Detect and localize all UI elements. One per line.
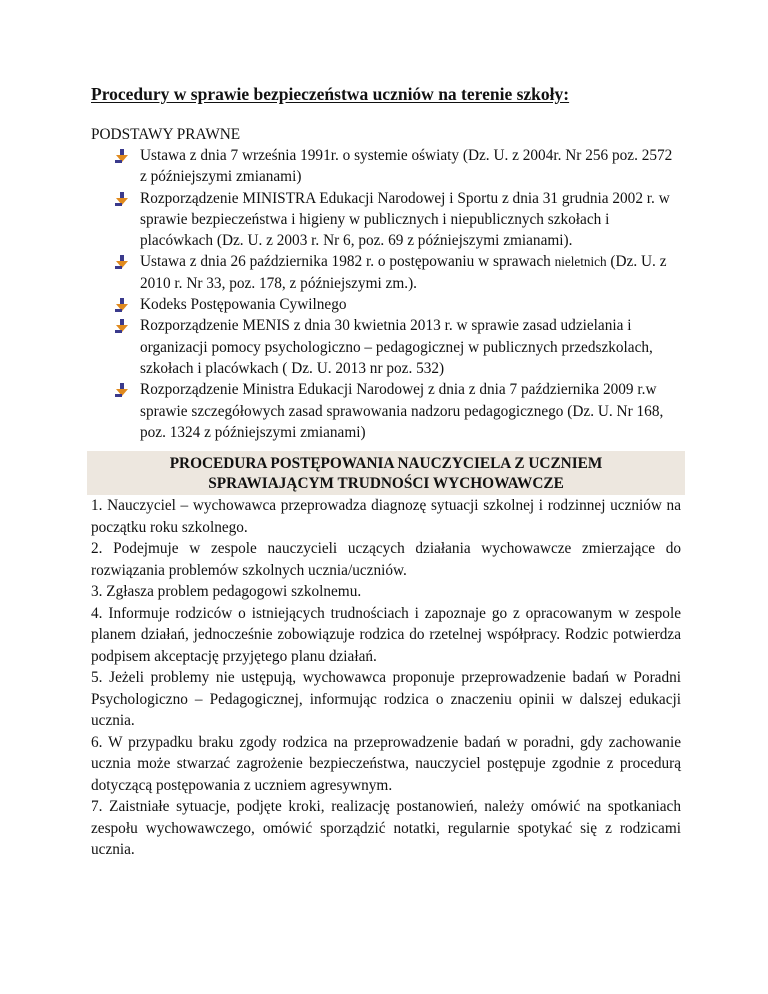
procedure-step: 2. Podejmuje w zespole nauczycieli uczących działania wychowawcze zmierzające do rozwiązania problemów szkolnych ucznia/uczniów. bbox=[91, 540, 681, 579]
document-title: Procedury w sprawie bezpieczeństwa uczniów na terenie szkoły: bbox=[91, 84, 570, 104]
procedure-step: 6. W przypadku braku zgody rodzica na przeprowadzenie badań w poradni, gdy zachowanie ucznia może stwarzać zagrożenie bezpieczeństwa, nauczyciel postępuje zgodnie z procedurą dotyczącą postępowania z uczniem agresywnym. bbox=[91, 733, 681, 794]
legal-item-text-before: Ustawa z dnia 26 października 1982 r. o postępowaniu w sprawach bbox=[140, 253, 555, 271]
list-item bbox=[91, 251, 681, 294]
procedure-step: 1. Nauczyciel – wychowawca przeprowadza diagnozę sytuacji szkolnej i rodzinnej uczniów na początku roku szkolnego. bbox=[91, 497, 681, 536]
legal-item-text: Kodeks Postępowania Cywilnego bbox=[140, 296, 347, 314]
procedure-heading-line1: PROCEDURA POSTĘPOWANIA NAUCZYCIELA Z UCZNIEM bbox=[169, 455, 603, 473]
legal-item-text-small: nieletnich bbox=[554, 254, 607, 270]
arrow-bullet-icon bbox=[115, 319, 130, 333]
legal-basis-heading: PODSTAWY PRAWNE bbox=[91, 126, 241, 143]
legal-item-text: Rozporządzenie MENIS z dnia 30 kwietnia 2013 r. w sprawie zasad udzielania i organizacji pomocy psychologiczno – pedagogicznej w publicznych przedszkolach, szkołach i placówkach ( Dz. U. 2013 nr poz. 532) bbox=[140, 317, 653, 377]
legal-item-text: Rozporządzenie Ministra Edukacji Narodowej z dnia z dnia 7 października 2009 r.w sprawie szczegółowych zasad sprawowania nadzoru pedagogicznego (Dz. U. Nr 168, poz. 1324 z późniejszymi zmianami) bbox=[140, 381, 664, 441]
arrow-bullet-icon bbox=[115, 149, 130, 163]
arrow-bullet-icon bbox=[115, 383, 130, 397]
procedure-step: 7. Zaistniałe sytuacje, podjęte kroki, realizację postanowień, należy omówić na spotkaniach zespołu wychowawczego, omówić sporządzić notatki, regularnie spotykać się z rodzicami ucznia. bbox=[91, 798, 681, 859]
document-page bbox=[91, 82, 681, 861]
procedure-heading bbox=[87, 451, 685, 495]
procedure-steps bbox=[91, 495, 681, 861]
legal-item-text: Ustawa z dnia 7 września 1991r. o systemie oświaty (Dz. U. z 2004r. Nr 256 poz. 2572 z późniejszymi zmianami) bbox=[140, 147, 673, 186]
list-item bbox=[91, 379, 681, 443]
procedure-step: 5. Jeżeli problemy nie ustępują, wychowawca proponuje przeprowadzenie badań w Poradni Psychologiczno – Pedagogicznej, informując rodzica o znaczeniu opinii w dalszej edukacji ucznia. bbox=[91, 669, 681, 730]
procedure-heading-line2: SPRAWIAJĄCYM TRUDNOŚCI WYCHOWAWCZE bbox=[208, 475, 564, 493]
list-item bbox=[91, 294, 681, 315]
list-item bbox=[91, 315, 681, 379]
procedure-step: 4. Informuje rodziców o istniejących trudnościach i zapoznaje go z opracowanym w zespole planem działań, jednocześnie zobowiązuje rodzica do rzetelnej współpracy. Rodzic potwierdza podpisem akceptację przyjętego planu działań. bbox=[91, 604, 681, 665]
arrow-bullet-icon bbox=[115, 192, 130, 206]
list-item bbox=[91, 145, 681, 188]
list-item bbox=[91, 188, 681, 252]
arrow-bullet-icon bbox=[115, 298, 130, 312]
legal-basis-list bbox=[91, 145, 681, 443]
legal-item-text: Rozporządzenie MINISTRA Edukacji Narodowej i Sportu z dnia 31 grudnia 2002 r. w sprawie bezpieczeństwa i higieny w publicznych i niepublicznych szkołach i placówkach (Dz. U. z 2003 r. Nr 6, poz. 69 z późniejszymi zmianami). bbox=[140, 189, 670, 250]
arrow-bullet-icon bbox=[115, 255, 130, 269]
procedure-step: 3. Zgłasza problem pedagogowi szkolnemu. bbox=[91, 583, 362, 601]
legal-item-text-after: (Dz. U. z 2010 r. Nr 33, poz. 178, z późniejszymi zm.). bbox=[140, 253, 667, 292]
